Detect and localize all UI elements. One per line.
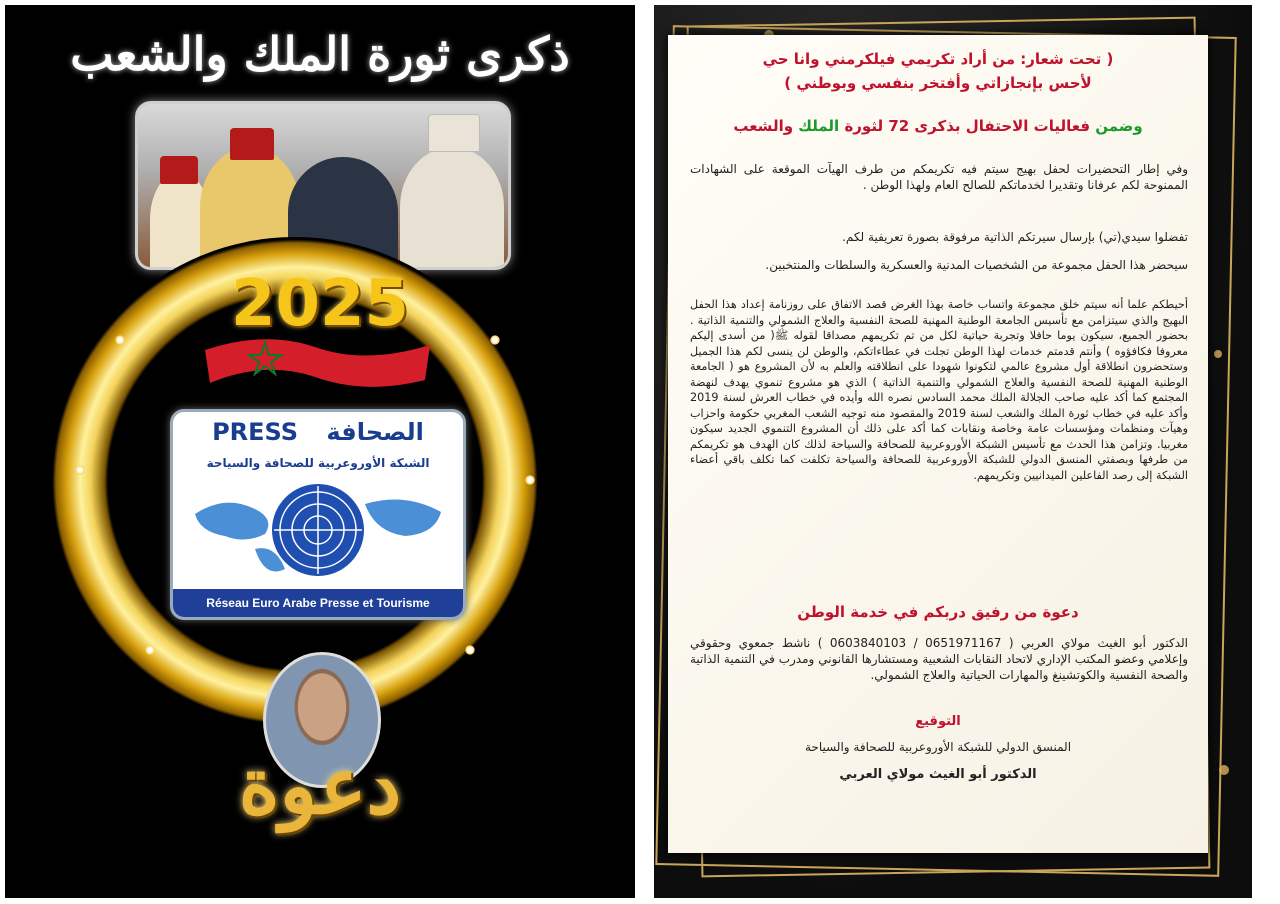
slogan [688, 47, 1188, 95]
logo-network-fr: Réseau Euro Arabe Presse et Tourisme [173, 589, 463, 617]
paragraph-preparations: وفي إطار التحضيرات لحفل بهيج سيتم فيه تكريمكم من طرف الهيآت الموقعة على الشهادات الممنوحة لكم عرفانا وتقديرا لخدماتكم للصالح العام ولهذا الوطن . [690, 162, 1188, 192]
figure [400, 147, 504, 267]
fez-icon [428, 114, 480, 152]
letter-paper [668, 35, 1208, 853]
paragraph-author: الدكتور أبو الغيث مولاي العربي ( 0651971167 / 0603840103 ) ناشط جمعوي وحقوقي وإعلامي وعضو المكتب الإداري لاتحاد النقابات الشعبية ومستشارها القانوني ومدرب في التنمية الذاتية والصحة النفسية والكوتشينغ والمهارات الحياتية والعلاج الشمولي. [690, 636, 1188, 682]
paragraph-request: تفضلوا سيدي(تي) بإرسال سيرتكم الذاتية مرفوقة بصورة تعريفية لكم. [842, 230, 1188, 244]
slogan-line2: لأحس بإنجازاتي وأفتخر بنفسي وبوطني ) [784, 74, 1092, 92]
events-heading: وضمن فعاليات الاحتفال بذكرى 72 لثورة الملك والشعب [733, 117, 1143, 135]
fez-icon [230, 128, 274, 160]
cover-title: ذكرى ثورة الملك والشعب [70, 27, 570, 81]
signature-name: الدكتور أبو الغيث مولاي العربي [839, 767, 1037, 782]
logo-network-ar: الشبكة الأوروعربية للصحافة والسياحة [206, 456, 430, 470]
paragraph-attendees: سيحضر هذا الحفل مجموعة من الشخصيات المدنية والعسكرية والسلطات والمنتخبين. [765, 258, 1188, 272]
invitation-cover [5, 5, 635, 898]
paragraph-main: أحيطكم علما أنه سيتم خلق مجموعة واتساب خاصة بهذا الغرض قصد الاتفاق على روزنامة إعداد هذا الحفل البهيج والذي سيتزامن مع تأسيس الجامعة الوطنية المهنية للصحة النفسية والعلاج الشمولي والتنمية الذاتية . بحضور الجميع، سيكون يوما حافلا وتجربة حياتية لكل من تم تكريمهم مصداقا لقوله ﷺ( من أسدى إليكم معروفا فكافؤوه ) وأنتم قدمتم خدمات لهذا الوطن تجلت في عطاءاتكم، والوطن لن ينسى لكم هذا الجميل وستحضرون انطلاقة أول مشروع عالمي لتكونوا شهودا على انطلاقته والعلم به لأن المشروع هو ( الجامعة الوطنية المهنية للصحة النفسية والعلاج الشمولي والتنمية الذاتية ) الذي هو مشروع تنموي يهدف لنهضة المجتمع كما أكد عليه صاحب الجلالة الملك محمد السادس نصره الله وأيده في خطاب العرش لسنة 2019 وأكد عليه في خطاب ثورة الملك والشعب لسنة 2019 والمقصود منه توجيه الشعب المغربي حكومة واحزاب وهيآت ومنظمات ومؤسسات عامة وخاصة ونقابات كما أكد على ذلك أن المشروع التنموي الجديد سيكون مغربيا. وتزامن هذا الحدث مع تأسيس الشبكة الأوروعربية للصحافة والسياحة لذلك كان الهدف هو تكريمكم من طرفها وبصفتي المنسق الدولي للشبكة الأوروعربية للصحافة والسياحة تكلفت كما تكلف باقي أعضاء الشبكة إلى رصد الفاعلين الميدانيين وتكريمهم. [690, 298, 1189, 482]
signature-label: التوقيع [915, 714, 961, 729]
invitation-word: دعوة [238, 741, 402, 832]
signature-organization: المنسق الدولي للشبكة الأوروعربية للصحافة والسياحة [804, 740, 1072, 754]
logo-press-ar: الصحافة [326, 418, 424, 446]
invitation-letter [654, 5, 1252, 898]
invitation-heading: دعوة من رفيق دربكم في خدمة الوطن [797, 603, 1079, 621]
un-emblem-icon [185, 474, 451, 584]
network-logo [170, 409, 466, 620]
morocco-flag-icon [205, 325, 430, 395]
fez-icon [160, 156, 198, 184]
logo-press-en: PRESS [212, 418, 299, 446]
year-label: 2025 [230, 267, 410, 341]
slogan-line1: ( تحت شعار: من أراد تكريمي فيلكرمني وانا حي [762, 50, 1114, 68]
